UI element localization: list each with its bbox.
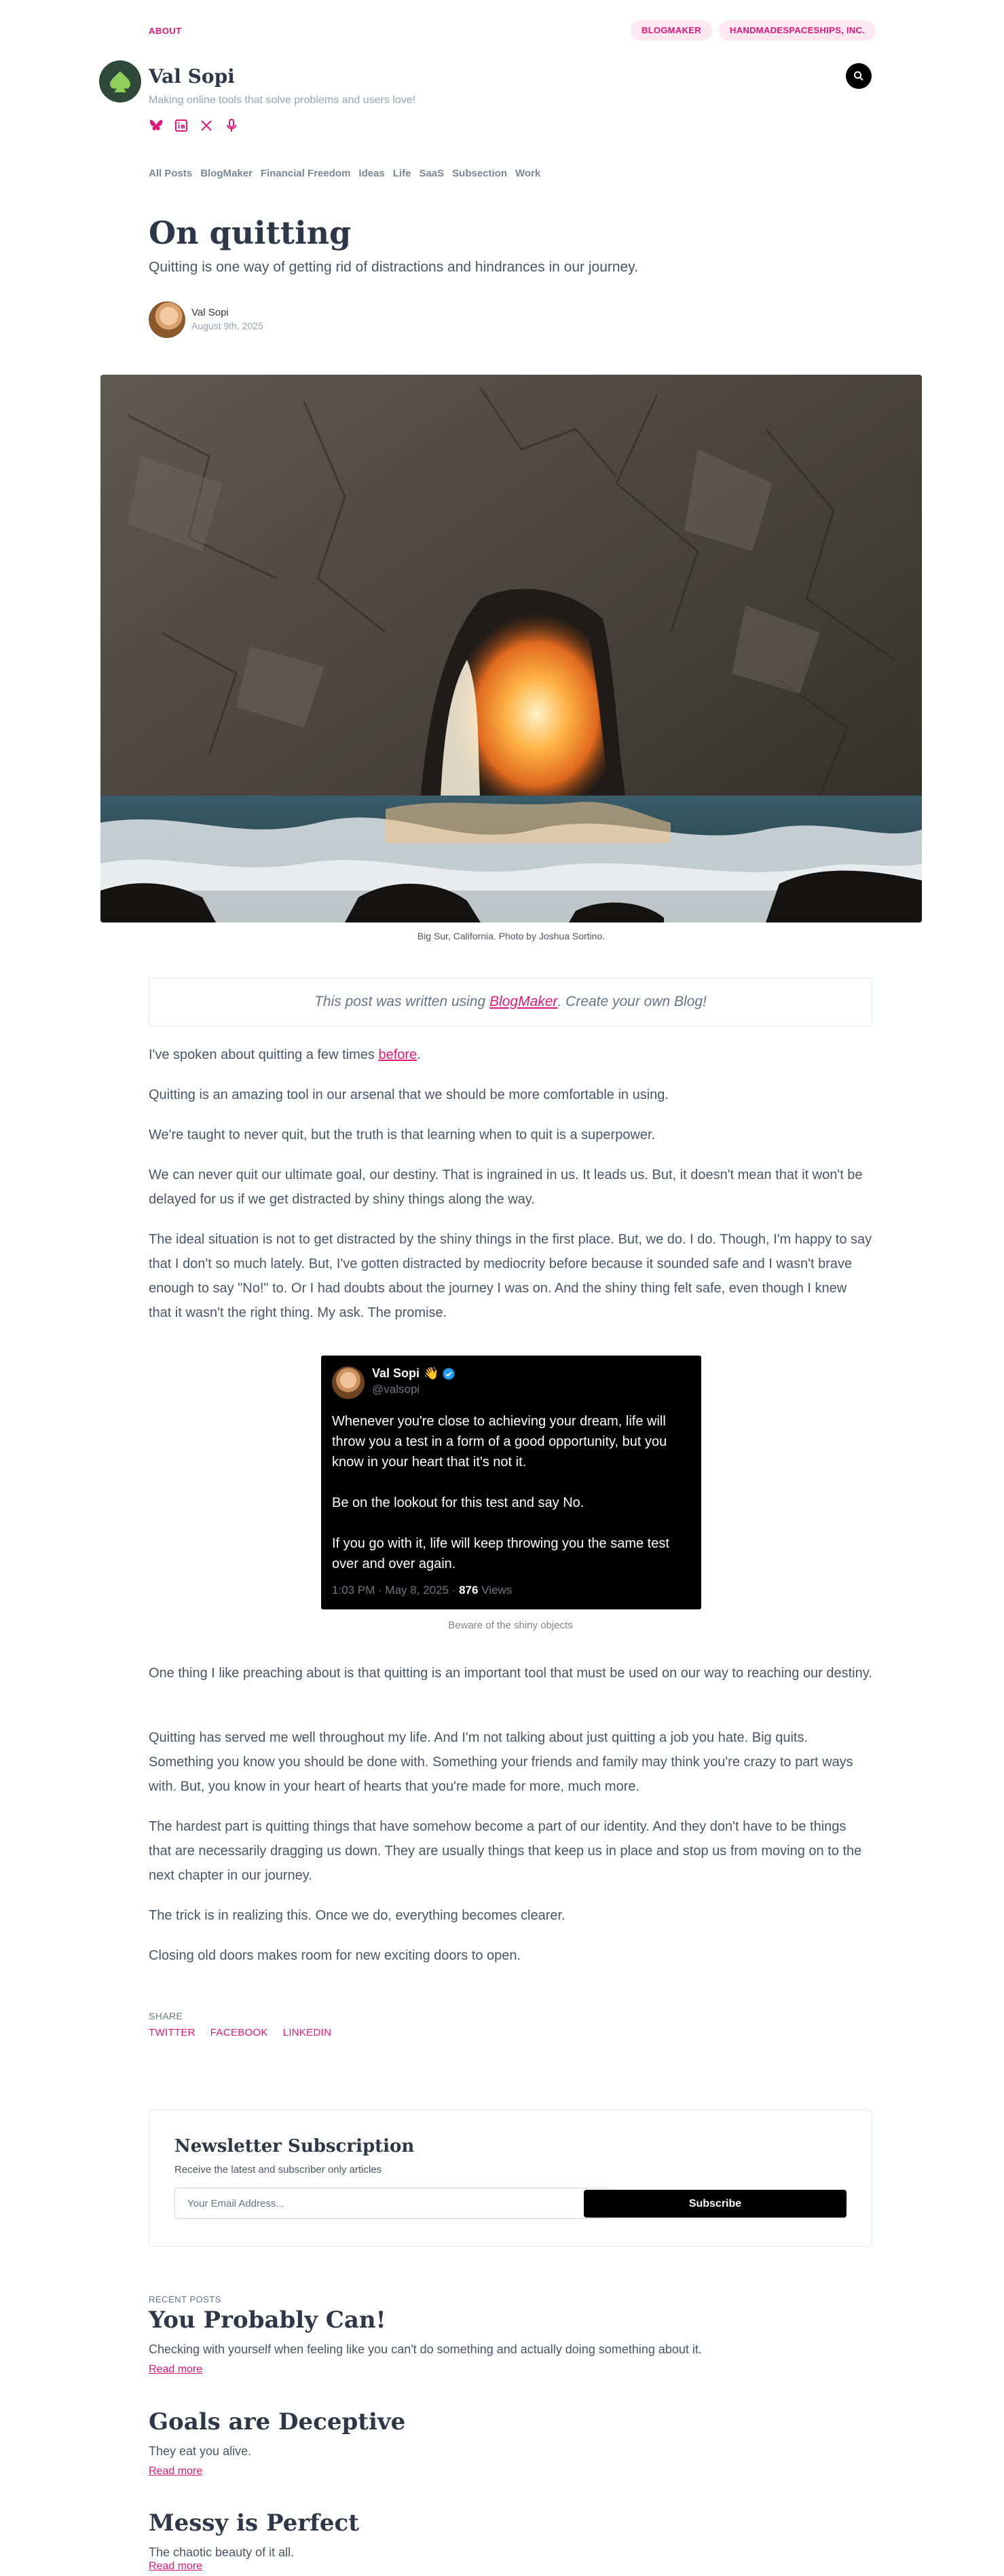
- about-link[interactable]: ABOUT: [149, 26, 182, 36]
- read-more-link[interactable]: Read more: [149, 2364, 203, 2375]
- recent-post-title[interactable]: You Probably Can!: [149, 2307, 386, 2334]
- paragraph-10: Closing old doors makes room for new exciting doors to open.: [149, 1948, 521, 1963]
- blogmaker-callout-post: . Create your own Blog!: [557, 994, 707, 1009]
- nav-item-saas[interactable]: SaaS: [419, 168, 445, 179]
- blogmaker-callout-pre: This post was written using: [314, 994, 486, 1009]
- email-field[interactable]: [174, 2188, 609, 2219]
- paragraph-1-text: I've spoken about quitting a few times: [149, 1047, 379, 1062]
- hero-image: [100, 375, 922, 922]
- paragraph-4: We can never quit our ultimate goal, our destiny. That is ingrained in us. It leads us. But, it doesn't mean that it won't be delayed for us if we get distracted by shiny things along the way.: [149, 1168, 863, 1207]
- author-name[interactable]: Val Sopi: [191, 307, 229, 318]
- blogmaker-pill[interactable]: BLOGMAKER: [631, 20, 712, 41]
- nav-item-life[interactable]: Life: [392, 168, 411, 179]
- paragraph-3: We're taught to never quit, but the truth is that learning when to quit is a superpower.: [149, 1127, 656, 1142]
- recent-post-desc: The chaotic beauty of it all.: [149, 2545, 295, 2559]
- search-icon: [853, 71, 864, 81]
- subscribe-button[interactable]: Subscribe: [584, 2190, 847, 2218]
- site-name[interactable]: Val Sopi: [149, 65, 235, 88]
- spade-logo-icon: [109, 69, 132, 94]
- tweet-views-label: Views: [478, 1584, 513, 1597]
- embedded-tweet[interactable]: [321, 1356, 701, 1609]
- recent-post-desc: They eat you alive.: [149, 2444, 252, 2458]
- share-title: SHARE: [149, 2011, 183, 2021]
- newsletter-subtitle: Receive the latest and subscriber only articles: [174, 2164, 382, 2176]
- newsletter-title: Newsletter Subscription: [174, 2136, 415, 2157]
- recent-post-desc: Checking with yourself when feeling like you can't do something and actually doing something about it.: [149, 2342, 702, 2356]
- paragraph-2: Quitting is an amazing tool in our arsenal that we should be more comfortable in using.: [149, 1087, 669, 1102]
- paragraph-9: The trick is in realizing this. Once we do, everything becomes clearer.: [149, 1908, 565, 1923]
- share-facebook-link[interactable]: FACEBOOK: [210, 2027, 268, 2038]
- post-subtitle: Quitting is one way of getting rid of distractions and hindrances in our journey.: [149, 259, 639, 275]
- bluesky-icon[interactable]: [149, 118, 164, 133]
- read-more-link[interactable]: Read more: [149, 2465, 203, 2477]
- nav-item-blogmaker[interactable]: BlogMaker: [200, 168, 253, 179]
- social-links: [149, 118, 239, 133]
- paragraph-1-end: .: [417, 1047, 421, 1062]
- post-date: August 9th, 2025: [191, 320, 263, 331]
- paragraph-5: The ideal situation is not to get distracted by the shiny things in the first place. But, we do. I do. Though, I'm happy to say that I don't so much lately. But, I've gotten distracted by mediocrity before because it sounded safe and I wasn't brave enough to say "No!" to. Or I had doubts about the journey I was on. And the shiny thing felt safe, even though I knew that it wasn't the right thing. My ask. The promise.: [149, 1232, 872, 1320]
- verified-badge-icon: [443, 1368, 455, 1380]
- site-logo[interactable]: [99, 60, 141, 102]
- recent-post-title[interactable]: Goals are Deceptive: [149, 2408, 406, 2435]
- tweet-meta[interactable]: [332, 1584, 512, 1597]
- share-twitter-link[interactable]: TWITTER: [149, 2027, 196, 2038]
- recent-post-title[interactable]: Messy is Perfect: [149, 2509, 359, 2537]
- handmadespaceships-pill[interactable]: HANDMADESPACESHIPS, INC.: [719, 20, 876, 41]
- category-nav: [149, 168, 540, 179]
- tweet-handle[interactable]: @valsopi: [372, 1383, 420, 1396]
- share-linkedin-link[interactable]: LINKEDIN: [282, 2027, 332, 2038]
- image-caption: Big Sur, California. Photo by Joshua Sortino.: [417, 931, 606, 941]
- nav-item-work[interactable]: Work: [515, 168, 541, 179]
- nav-item-subsection[interactable]: Subsection: [452, 168, 508, 179]
- x-icon[interactable]: [199, 118, 214, 133]
- share-links: [149, 2027, 331, 2038]
- paragraph-1: [149, 1043, 872, 1067]
- podcast-icon[interactable]: [224, 118, 239, 133]
- nav-item-ideas[interactable]: Ideas: [358, 168, 385, 179]
- tweet-avatar[interactable]: [332, 1366, 365, 1399]
- author-avatar[interactable]: [149, 301, 185, 338]
- nav-item-all-posts[interactable]: All Posts: [149, 168, 193, 179]
- tweet-author-emoji: 👋: [424, 1366, 439, 1380]
- post-title: On quitting: [149, 214, 352, 251]
- linkedin-icon[interactable]: [174, 118, 189, 133]
- read-more-link[interactable]: Read more: [149, 2560, 203, 2572]
- tweet-body: Whenever you're close to achieving your dream, life will throw you a test in a form of a good opportunity, but you know in your heart that it's not it. Be on the lookout for this test and say No. If you go with it, life will keep throwing you the same test over and over again.: [332, 1414, 669, 1571]
- newsletter-card: [149, 2110, 872, 2247]
- recent-posts-label: RECENT POSTS: [149, 2294, 221, 2304]
- paragraph-8: The hardest part is quitting things that have somehow become a part of our identity. And they don't have to be things that are necessarily dragging us down. They are usually things that keep us in place and stop us from moving on to the next chapter in our journey.: [149, 1819, 862, 1883]
- tweet-caption: Beware of the shiny objects: [448, 1620, 573, 1631]
- tweet-timestamp: 1:03 PM · May 8, 2025 ·: [332, 1584, 460, 1597]
- blogmaker-callout: [149, 977, 872, 1026]
- blogmaker-link[interactable]: BlogMaker: [489, 994, 558, 1009]
- tweet-author[interactable]: [372, 1366, 455, 1381]
- tweet-author-name: Val Sopi: [372, 1366, 420, 1380]
- search-button[interactable]: [846, 63, 872, 89]
- site-tagline: Making online tools that solve problems and users love!: [149, 94, 416, 106]
- nav-item-financial-freedom[interactable]: Financial Freedom: [260, 168, 351, 179]
- tweet-views-count: 876: [459, 1584, 479, 1597]
- paragraph-6: One thing I like preaching about is that quitting is an important tool that must be used on our way to reaching our destiny.: [149, 1666, 872, 1681]
- before-link[interactable]: before: [378, 1047, 417, 1062]
- paragraph-7: Quitting has served me well throughout my life. And I'm not talking about just quitting a job you hate. Big quits. Something you know you should be done with. Something your friends and family may think you're crazy to part ways with. But, you know in your heart of hearts that you're made for more, much more.: [149, 1730, 853, 1794]
